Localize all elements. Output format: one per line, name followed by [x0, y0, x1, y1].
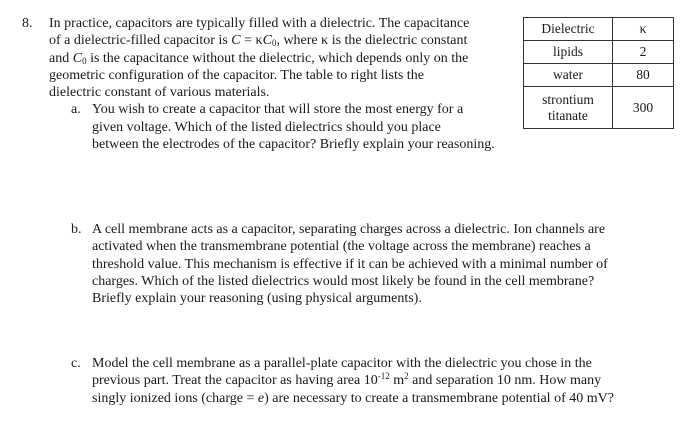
material-cell: lipids	[524, 41, 613, 64]
part-line: Briefly explain your reasoning (using physical arguments).	[92, 291, 422, 306]
table-header-row	[524, 18, 674, 41]
table-row	[524, 64, 674, 87]
part-line: between the electrodes of the capacitor? Briefly explain your reasoning.	[92, 137, 495, 152]
part-label: b.	[71, 222, 82, 237]
table-row	[524, 41, 674, 64]
material-cell: strontium titanate	[524, 87, 613, 129]
part-line: A cell membrane acts as a capacitor, separating charges across a dielectric. Ion channels are	[92, 222, 606, 237]
part-line: charges. Which of the listed dielectrics would most likely be found in the cell membrane?	[92, 274, 595, 289]
part-label: a.	[71, 102, 81, 117]
intro-line: In practice, capacitors are typically filled with a dielectric. The capacitance	[49, 16, 470, 31]
dielectric-table	[523, 17, 674, 129]
part-line: previous part. Treat the capacitor as having area $10^{-12}$ $m^2$ and separation 10 nm. How many	[92, 371, 602, 388]
question-number: 8.	[22, 16, 33, 31]
kappa-cell: 300	[613, 87, 674, 129]
part-line: singly ionized ions (charge = e) are necessary to create a transmembrane potential of 40 mV?	[92, 391, 614, 406]
kappa-cell: 2	[613, 41, 674, 64]
intro-line: and $C_0$ is the capacitance without the dielectric, which depends only on the	[49, 51, 469, 66]
intro-line: dielectric constant of various materials.	[49, 85, 270, 100]
part-label: c.	[71, 356, 81, 371]
part-line: threshold value. This mechanism is effective if it can be achieved with a minimal number of	[92, 257, 608, 272]
intro-line: geometric configuration of the capacitor. The table to right lists the	[49, 68, 424, 83]
part-line: activated when the transmembrane potential (the voltage across the membrane) reaches a	[92, 239, 591, 254]
header-kappa: κ	[613, 18, 674, 41]
kappa-cell: 80	[613, 64, 674, 87]
part-line: given voltage. Which of the listed dielectrics should you place	[92, 120, 441, 135]
material-cell: water	[524, 64, 613, 87]
table-row	[524, 87, 674, 129]
part-line: You wish to create a capacitor that will store the most energy for a	[92, 102, 464, 117]
part-line: Model the cell membrane as a parallel-plate capacitor with the dielectric you chose in the	[92, 356, 592, 371]
header-dielectric: Dielectric	[524, 18, 613, 41]
intro-line: of a dielectric-filled capacitor is $C = \kappa C_0$, where κ is the dielectric constant	[49, 33, 468, 48]
